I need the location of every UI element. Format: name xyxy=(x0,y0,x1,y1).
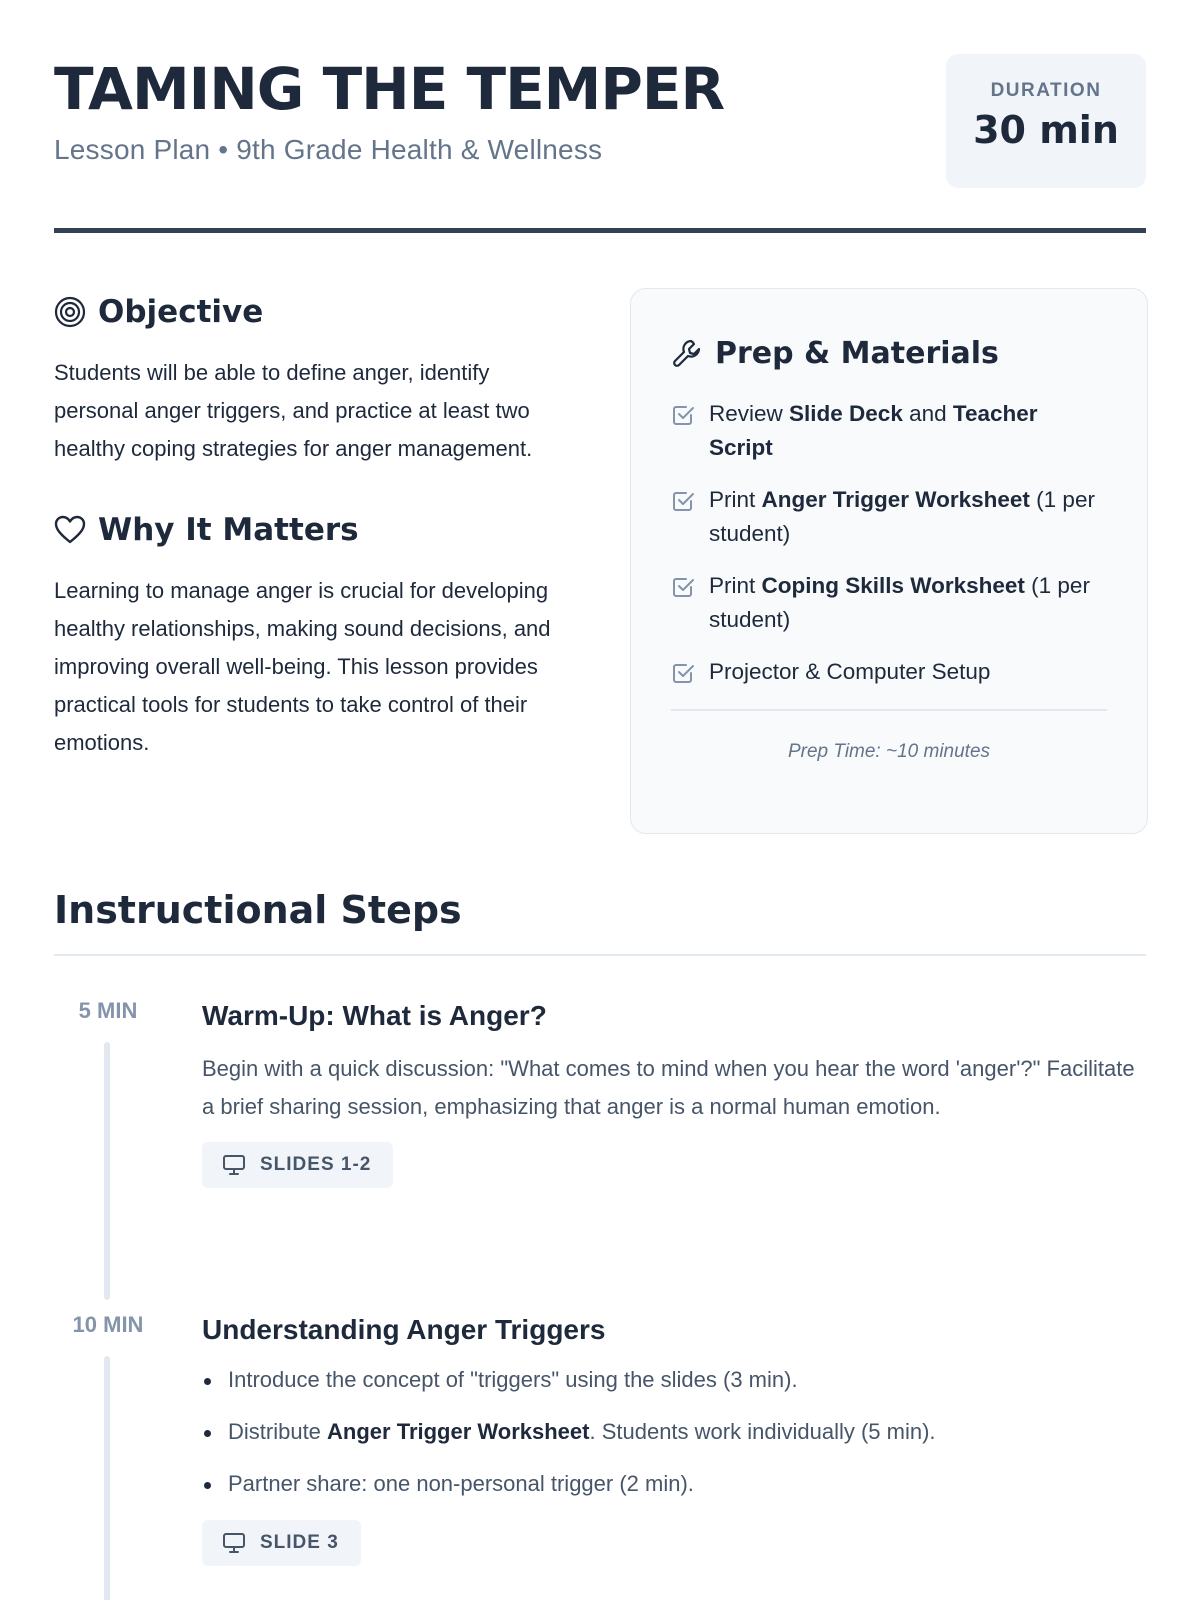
why-section xyxy=(54,508,574,762)
step-bullet: Introduce the concept of "triggers" using the slides (3 min). xyxy=(202,1362,1146,1398)
slides-badge xyxy=(202,1142,393,1188)
steps-heading: Instructional Steps xyxy=(54,888,462,932)
step-body xyxy=(202,1312,1146,1566)
prep-item-text: Print Coping Skills Worksheet (1 per student) xyxy=(709,573,1090,632)
step-title: Understanding Anger Triggers xyxy=(202,1314,606,1345)
slides-badge-label: SLIDES 1-2 xyxy=(260,1154,372,1175)
prep-item-text: Review Slide Deck and Teacher Script xyxy=(709,401,1038,460)
step-bullet: Distribute Anger Trigger Worksheet. Students work individually (5 min). xyxy=(202,1414,1146,1450)
steps-divider xyxy=(54,954,1146,956)
slides-badge-label: SLIDE 3 xyxy=(260,1532,339,1553)
step-bullet: Partner share: one non-personal trigger (2 min). xyxy=(202,1466,1146,1502)
objective-heading xyxy=(54,290,574,334)
wrench-icon xyxy=(671,337,703,369)
target-icon xyxy=(54,296,86,328)
step-time: 10 MIN xyxy=(72,1312,144,1337)
why-heading-label: Why It Matters xyxy=(98,512,359,548)
prep-heading-label: Prep & Materials xyxy=(715,335,999,371)
step-description: Begin with a quick discussion: "What comes to mind when you hear the word 'anger'?" Facilitate a brief sharing session, emphasizing that anger is a normal human emotion. xyxy=(202,1056,1135,1119)
prep-divider xyxy=(671,709,1107,711)
header-divider xyxy=(54,228,1146,233)
step-time: 5 MIN xyxy=(78,998,138,1023)
slides-badge xyxy=(202,1520,361,1566)
monitor-icon xyxy=(222,1154,246,1176)
monitor-icon xyxy=(222,1532,246,1554)
duration-value: 30 min xyxy=(973,108,1119,152)
step-bullets xyxy=(202,1362,1146,1502)
lesson-header xyxy=(54,54,1146,234)
prep-heading xyxy=(671,331,1107,375)
prep-item-text: Projector & Computer Setup xyxy=(709,659,991,684)
timeline-line xyxy=(104,1042,110,1300)
heart-icon xyxy=(54,515,86,545)
left-column xyxy=(54,290,574,762)
checkbox-icon xyxy=(671,575,695,599)
checkbox-icon xyxy=(671,661,695,685)
why-text: Learning to manage anger is crucial for developing healthy relationships, making sound decisions, and improving overall well-being. This lesson provides practical tools for students to take control of their emotions. xyxy=(54,578,551,755)
duration-box xyxy=(946,54,1146,188)
prep-item-text: Print Anger Trigger Worksheet (1 per student) xyxy=(709,487,1095,546)
step-body xyxy=(202,998,1146,1188)
prep-item xyxy=(671,655,1107,689)
prep-item xyxy=(671,569,1107,637)
page-title: TAMING THE TEMPER xyxy=(54,55,725,123)
prep-card xyxy=(630,288,1148,834)
prep-item xyxy=(671,483,1107,551)
prep-time: Prep Time: ~10 minutes xyxy=(787,740,991,762)
checkbox-icon xyxy=(671,489,695,513)
objective-text: Students will be able to define anger, identify personal anger triggers, and practice at least two healthy coping strategies for anger management. xyxy=(54,360,533,461)
timeline-line xyxy=(104,1356,110,1600)
prep-item xyxy=(671,397,1107,465)
duration-label: DURATION xyxy=(990,80,1102,101)
objective-heading-label: Objective xyxy=(98,294,264,330)
prep-list xyxy=(671,397,1107,689)
page-subtitle: Lesson Plan • 9th Grade Health & Wellness xyxy=(54,134,603,165)
why-heading xyxy=(54,508,574,552)
step-title: Warm-Up: What is Anger? xyxy=(202,1000,547,1031)
checkbox-icon xyxy=(671,403,695,427)
